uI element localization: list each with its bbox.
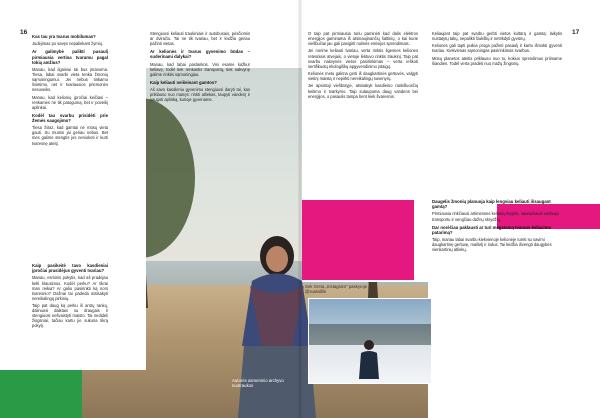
question: Kaip pasikeitė tavo kasdieniai įpročiai prasidėjus gyventi tvariau? (32, 263, 108, 274)
paragraph: Manau, kad labai paslankūs. Visi esame kažkur keliavę, todėl tiek renkantis transportą, tiek nakvynę galime rinktis sąmoningiau. (150, 61, 250, 77)
green-accent-block (0, 370, 82, 418)
paragraph: Manau, esminis pokytis, kad aš pradėjau kelti klausimus. Kodėl perku? Ar tikrai man reikia? Ar galiu pasirinkti ką nors tvaresnio? Dažnai tai padeda atsisakyti nereikalingų pirkinių. (32, 275, 108, 301)
paragraph: Keliaujant taip pat svarbu gerbti vietos kultūrą ir gamtą: laikytis nustatytų takų, nepalikti šiukšlių ir netrikdyti gyvūnų. (432, 31, 562, 42)
paragraph: Kelionės gali tapti puikia proga pažinti pasaulį ir kartu išmokti gyventi tvariau. Kiekvienas sąmoningas pasirinkimas svarbus. (432, 43, 562, 54)
paragraph: O taip pat pirmiausia turiu paminėti kad dalis elektros energijos gaminama iš atsinaujinančių šaltinių, o kai kurie viešbučiai jau gali pasigirti nulinės emisijos sprendimais. (308, 31, 418, 47)
column-1-lower (32, 260, 108, 331)
column-3 (308, 31, 418, 101)
inset-person (357, 339, 381, 379)
question: Ar kelionės ir tvarus gyvenimo būdas – suderinami dalykai? (150, 49, 250, 60)
paragraph: Manau, kad kelionių įpročiai keičiasi – renkamės ne tik patogumą, bet ir poveikį aplinkai. (32, 94, 108, 110)
paragraph: Manau, kad ilgainiui tai bus įmanoma. Tiesa, labai svarbi vieta tenka žmonių sąmoningumui. Jei nebus tinkamo švietimo, net ir tvariausios priemonės nesuveiks. (32, 66, 108, 93)
column-2 (150, 31, 250, 105)
question: Dar norėčiau paklausti ar turi mėgstamą tvaraus keliavimo patarimą? (432, 224, 552, 235)
paragraph: Taip pat daug ką perku iš antrų rankų, dalinuosi daiktais su draugais ir stengiuosi nešvaistyti maisto. Tai nedideli žingsniai, tačiau kartu jie sukuria tikrą pokytį. (32, 303, 108, 329)
question: Kaip keliauti neišeinant gamtos? (150, 79, 217, 85)
paragraph: Pirmiausia rinkčiausi artimesnes kelionių kryptis, naudočiausi viešuoju transportu ir vengčiau dažnų skrydžių. (432, 211, 559, 222)
paragraph: Mūsų planetos ateitis priklauso nuo to, kokius sprendimus priimame šiandien. Todėl verta pradėti nuo mažų žingsnių. (432, 55, 562, 66)
paragraph: Tiesa Širaz, kad gamtai ne mūsų vieta gauti. Su mumis jai geriau nebus. Bet mes galime stengtis jos neniokoti ir kurti tvaresnę ateitį. (32, 125, 108, 146)
pink-accent-block (302, 200, 414, 280)
column-1 (32, 31, 108, 148)
question: Kas tau yra tvarus mobilumas? (32, 34, 96, 39)
question: Ar galimybė palikti pasaulį pirmiausia vertina tvarumu pagal tokią amžius? (32, 49, 108, 65)
page-number-right: 17 (572, 29, 580, 36)
pink-qa-block (432, 196, 560, 252)
caption-author: Autorės asmeninio archyvo nuotraukos (232, 378, 284, 389)
paragraph: Aš savo kasdieniu gyvenimu stengiuosi daryti tai, kas priklauso nuo manęs: rinkti atliekas, taupyti vandenį ir saugoti aplinką, kurioje gyvename. (150, 87, 250, 103)
question: Kodėl tau svarbu prisidėti prie Žemės saugojimo? (32, 112, 108, 124)
paragraph: Jei norime keliauti tvariau, verta rinktis ilgesnes keliones retesniais atvejais, o vietoje lėktuvo rinktis traukinį. Taip pat svarbu nakvynės vietos pasirinkimas – verta ieškoti sertifikuotų ekologiškų apgyvendinimo įstaigų. (308, 48, 418, 69)
question: Daugelis žmonių planuoja kaip lengviau keliauti išsaugant gamtą? (432, 199, 551, 210)
paragraph: Jei apsistoji viešbutyje, atsisakyk kasdienio rankšluosčių keitimo ir tvarkymo. Taip sutaupoma daug vandens bei energijos, o pasaulis tampa bent kiek švaresnis. (308, 83, 418, 99)
paragraph: Kelionės metu galima gerti iš daugkartinės gertuvės, valgyti vietinį maistą ir nepirkti nereikalingų suvenyrų. (308, 71, 418, 82)
paragraph: Stengiuosi keliauti traukiniais ir autobusais, pėsčiomis ar dviračiu. Tai ne tik tvariau, bet ir leidžia geriau pažinti vietas. (150, 31, 250, 47)
inset-photo-mountains (308, 298, 432, 384)
page-number-left: 16 (20, 29, 28, 36)
caption-instagram: Sek Greta „Instagram“ paskyroje @sustailife (305, 284, 368, 295)
answer: Judėjimas po savęs nepaliekant žymių. (32, 41, 103, 47)
column-4 (432, 31, 562, 68)
paragraph: Taip, manau labai svarbu kiekvienoje kelionėje turėti su savimi daugkartinę gertuvę, maišelį ir indus. Tai leidžia išvengti daugybės vienkartinių atliekų. (432, 237, 552, 253)
